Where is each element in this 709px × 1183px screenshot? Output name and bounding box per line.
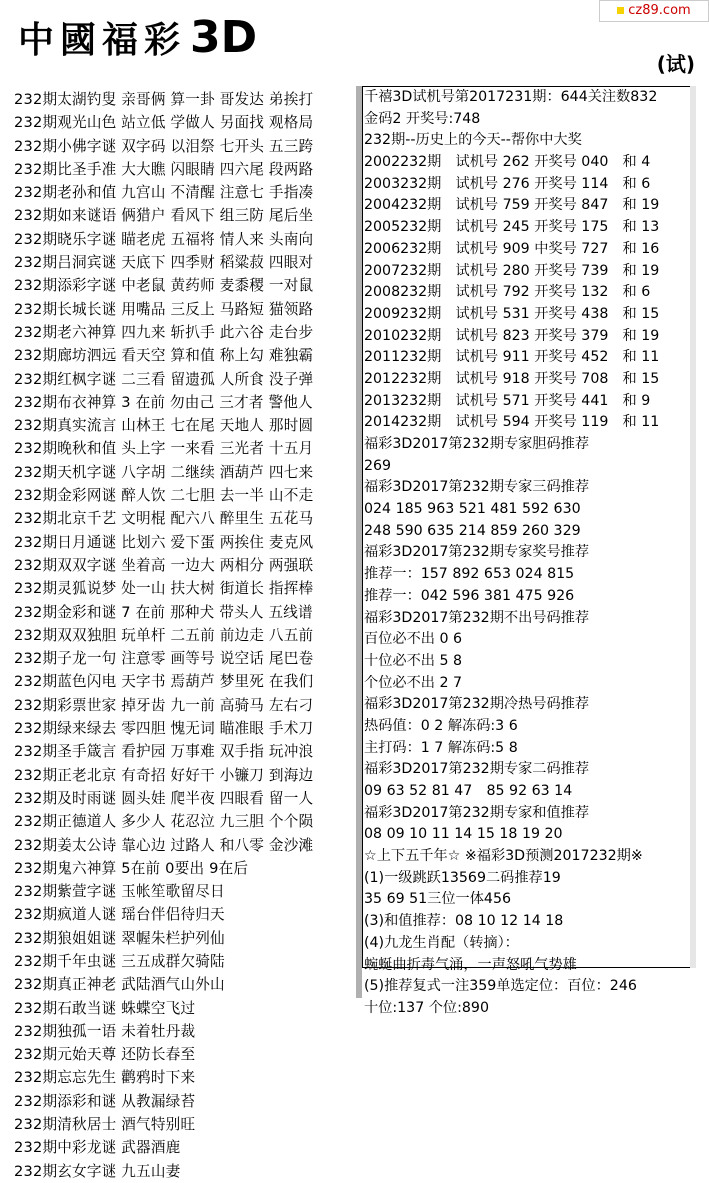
riddle-line: 232期晓乐字谜 瞄老虎 五福将 情人来 头南向	[14, 230, 314, 248]
logo	[18, 12, 258, 63]
riddle-line: 232期双双独胆 玩单杆 二五前 前边走 八五前	[14, 626, 314, 644]
recommend-line: (4)九龙生肖配（转摘）：	[364, 934, 519, 951]
riddle-line: 232期老六神算 四九来 斩扒手 此六谷 走台步	[14, 323, 314, 341]
riddle-line: 232期玄女字谜 九五山妻	[14, 1162, 181, 1180]
recommend-line: 福彩3D2017第232期不出号码推荐	[364, 609, 590, 626]
riddle-line: 232期天机字谜 八字胡 二继续 酒葫芦 四七来	[14, 463, 314, 481]
recommend-line: (3)和值推荐：08 10 12 14 18	[364, 913, 564, 930]
riddle-line: 232期红枫字谜 二三看 留遗孤 人所食 没子弹	[14, 370, 314, 388]
recommend-line: 2011232期 试机号 911 开奖号 452 和 11	[364, 349, 660, 366]
riddle-line: 232期疯道人谜 瑶台伴侣待归天	[14, 906, 225, 924]
panel-scrollbar[interactable]	[690, 86, 696, 968]
riddle-line: 232期老孙和值 九宫山 不清醒 注意七 手指凑	[14, 184, 314, 202]
riddle-line: 232期日月通谜 比划六 爱下蛋 两挨住 麦克风	[14, 533, 314, 551]
riddle-line: 232期小佛字谜 双字码 以泪祭 七开头 五三跨	[14, 137, 314, 155]
recommend-line: 024 185 963 521 481 592 630	[364, 501, 581, 518]
badge-square-icon	[617, 7, 624, 14]
riddle-line: 232期独孤一语 未着牡丹裁	[14, 1022, 196, 1040]
recommend-line: 2006232期 试机号 909 中奖号 727 和 16	[364, 240, 660, 257]
riddle-line: 232期千年虫谜 三五成群欠骑陆	[14, 952, 225, 970]
riddle-line: 232期正老北京 有奇招 好好干 小镰刀 到海边	[14, 766, 314, 784]
recommend-line: 2005232期 试机号 245 开奖号 175 和 13	[364, 219, 660, 236]
recommend-line: 2012232期 试机号 918 开奖号 708 和 15	[364, 370, 660, 387]
recommend-line: 福彩3D2017第232期专家二码推荐	[364, 761, 590, 778]
site-badge[interactable]	[599, 0, 709, 22]
riddle-line: 232期紫萱字谜 玉帐笙歌留尽日	[14, 883, 225, 901]
riddle-line: 232期灵狐说梦 处一山 扶大树 街道长 指挥棒	[14, 580, 314, 598]
recommend-line: 福彩3D2017第232期冷热号码推荐	[364, 696, 590, 713]
riddle-line: 232期蓝色闪电 天字书 焉葫芦 梦里死 在我们	[14, 673, 314, 691]
recommend-line: 2002232期 试机号 262 开奖号 040 和 4	[364, 154, 651, 171]
riddle-line: 232期如来谜语 俩猎户 看风下 组三防 尾后坐	[14, 207, 314, 225]
recommend-line: 09 63 52 81 47 85 92 63 14	[364, 783, 573, 799]
recommend-line: 推荐一：157 892 653 024 815	[364, 566, 575, 583]
riddle-line: 232期子龙一句 注意零 画等号 说空话 尾巴卷	[14, 650, 314, 668]
recommend-line: 269	[364, 457, 392, 474]
recommend-line: 个位必不出 2 7	[364, 674, 463, 691]
riddle-line: 232期观光山色 站立低 学做人 另面找 观格局	[14, 114, 314, 132]
logo-text: 中國福彩	[18, 19, 187, 61]
recommend-line: 2009232期 试机号 531 开奖号 438 和 15	[364, 305, 660, 322]
header-right-text: (试)	[656, 52, 695, 76]
recommend-line: 232期--历史上的今天--帮你中大奖	[364, 132, 582, 149]
riddle-line: 232期忘忘先生 鹳鸦时下来	[14, 1069, 196, 1087]
recommend-line: 百位必不出 0 6	[364, 631, 463, 648]
recommend-line: 福彩3D2017第232期专家三码推荐	[364, 479, 590, 496]
riddle-line: 232期金彩和谜 7 在前 那种犬 带头人 五线谱	[14, 603, 313, 621]
riddle-line: 232期北京千艺 文明棍 配六八 醉里生 五花马	[14, 510, 314, 528]
recommend-line: 2008232期 试机号 792 开奖号 132 和 6	[364, 284, 651, 301]
riddle-line: 232期绿来绿去 零四胆 愧无词 瞄准眼 手术刀	[14, 720, 314, 738]
recommend-line: 推荐一：042 596 381 475 926	[364, 587, 575, 604]
recommend-line: 2003232期 试机号 276 开奖号 114 和 6	[364, 175, 651, 192]
recommend-line: 热码值：0 2 解冻码:3 6	[364, 717, 518, 734]
riddle-line: 232期长城长谜 用嘴品 三反上 马路短 猫领路	[14, 300, 314, 318]
riddle-line: 232期真实流言 山林王 七在尾 天地人 那时圆	[14, 417, 314, 435]
riddle-line: 232期太湖钓叟 亲哥俩 算一卦 哥发达 弟挨打	[14, 91, 314, 108]
site-badge-text: cz89.com	[628, 3, 691, 18]
riddle-line: 232期布衣神算 3 在前 勿由己 三才者 警他人	[14, 393, 313, 411]
recommend-line: 2010232期 试机号 823 开奖号 379 和 19	[364, 327, 660, 344]
riddle-line: 232期鬼六神算 5在前 0要出 9在后	[14, 859, 249, 877]
riddle-line: 232期吕洞宾谜 天底下 四季财 稻粱菽 四眼对	[14, 254, 314, 272]
riddle-line: 232期金彩网谜 醉人饮 二七胆 去一半 山不走	[14, 487, 314, 505]
recommend-line: 2004232期 试机号 759 开奖号 847 和 19	[364, 197, 660, 214]
riddle-line: 232期姜太公诗 靠心边 过路人 和八零 金沙滩	[14, 836, 314, 854]
riddle-line: 232期石敢当谜 蛛蝶空飞过	[14, 999, 196, 1017]
recommend-line: 2013232期 试机号 571 开奖号 441 和 9	[364, 392, 651, 409]
riddle-line: 232期圣手箴言 看护园 万事难 双手指 玩冲浪	[14, 743, 314, 761]
recommend-line: 08 09 10 11 14 15 18 19 20	[364, 826, 563, 843]
riddle-line: 232期添彩字谜 中老鼠 黄药师 麦黍稷 一对鼠	[14, 277, 314, 295]
recommend-line: 2014232期 试机号 594 开奖号 119 和 11	[364, 414, 660, 431]
recommend-line: 十位:137 个位:890	[364, 999, 489, 1016]
recommend-line: (5)推荐复式一注359单选定位：百位：246	[364, 978, 637, 995]
riddle-line: 232期比圣手准 大大瞧 闪眼睛 四六尾 段两路	[14, 160, 314, 178]
recommend-line: 十位必不出 5 8	[364, 652, 463, 669]
recommend-line: 248 590 635 214 859 260 329	[364, 522, 581, 539]
recommend-line: 蜿蜒曲折毒气涌，一声怒吼气势雄	[364, 956, 577, 973]
recommend-line: 35 69 51三位一体456	[364, 891, 512, 908]
riddle-line: 232期元始天尊 还防长春至	[14, 1046, 196, 1064]
logo-3d: 3D	[190, 12, 258, 63]
riddle-line: 232期晚秋和值 头上字 一来看 三光者 十五月	[14, 440, 314, 458]
recommend-line: 主打码：1 7 解冻码:5 8	[364, 739, 518, 756]
riddle-line: 232期及时雨谜 圆头娃 爬半夜 四眼看 留一人	[14, 789, 314, 807]
riddle-line: 232期正德道人 多少人 花忍泣 九三胆 个个陨	[14, 813, 314, 831]
recommend-line: 福彩3D2017第232期专家胆码推荐	[364, 436, 590, 452]
right-recommend-panel	[362, 86, 691, 1016]
riddle-line: 232期狼姐姐谜 翠幄朱栏护列仙	[14, 929, 225, 947]
riddle-line: 232期彩票世家 掉牙齿 九一前 高骑马 左右刁	[14, 696, 314, 714]
recommend-line: 千禧3D试机号第2017231期：644关注数832	[364, 89, 658, 105]
riddle-line: 232期添彩和谜 从教漏绿苔	[14, 1092, 196, 1110]
recommend-line: (1)一级跳跃13569二码推荐19	[364, 869, 561, 886]
page-header	[0, 0, 709, 88]
recommend-line: 2007232期 试机号 280 开奖号 739 和 19	[364, 262, 660, 279]
riddle-line: 232期双双字谜 坐着高 一边大 两相分 两强联	[14, 556, 314, 574]
riddle-line: 232期清秋居士 酒气特别旺	[14, 1116, 196, 1134]
riddle-line: 232期真正神老 武陆酒气山外山	[14, 976, 225, 994]
recommend-line: ☆上下五千年☆ ※福彩3D预测2017232期※	[364, 848, 643, 865]
recommend-line: 福彩3D2017第232期专家奖号推荐	[364, 544, 590, 561]
riddle-line: 232期中彩龙谜 武器酒鹿	[14, 1139, 181, 1157]
recommend-line: 金码2 开奖号:748	[364, 110, 481, 127]
recommend-line: 福彩3D2017第232期专家和值推荐	[364, 804, 590, 821]
left-riddle-column	[14, 88, 352, 1183]
riddle-line: 232期廊坊泗远 看天空 算和值 称上勾 难独霸	[14, 347, 314, 365]
